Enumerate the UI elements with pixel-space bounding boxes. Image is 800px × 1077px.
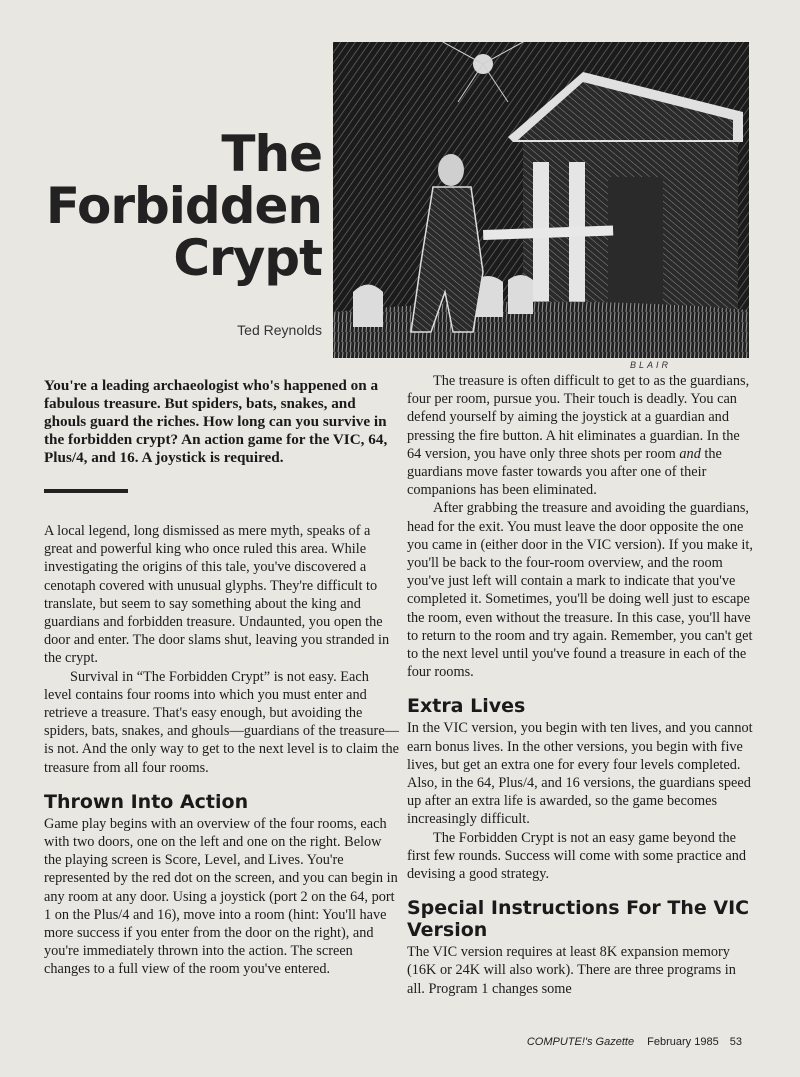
paragraph-text: The treasure is often difficult to get to as the guardians, four per room, pursue you. Their touch is deadly. You can defend yourself by aiming the joystick at a guardian and pressing the fire button. A hit eliminates a guardian. In the 64 version, you have only three shots per room bbox=[407, 373, 750, 462]
section-heading: Special Instructions For The VIC Version bbox=[407, 897, 750, 942]
paragraph: In the VIC version, you begin with ten lives, and you cannot earn bonus lives. In the other versions, you begin with five lives, but get an extra one for every four levels completed. Also, in the 64, Plus/4, and 16 versions, the guardians speed up after an extra life is awarded, so the game becomes increasingly difficult. bbox=[407, 720, 753, 828]
crypt-illustration bbox=[333, 42, 749, 358]
paragraph: Survival in “The Forbidden Crypt” is not easy. Each level contains four rooms into which you must enter and retrieve a treasure. That's easy enough, but avoiding the spiders, bats, snakes, and ghouls—guardians of the treasure—is not. And the only way to get to the next level is to claim the treasure from all four rooms. bbox=[44, 668, 399, 776]
paragraph bbox=[407, 372, 757, 499]
author-byline: Ted Reynolds bbox=[237, 322, 322, 338]
crypt-door bbox=[608, 177, 663, 312]
title-line-3: Crypt bbox=[173, 229, 322, 287]
section-heading: Thrown Into Action bbox=[44, 790, 249, 813]
emphasis-text: and bbox=[679, 445, 701, 462]
crypt-illustration-drawing bbox=[333, 42, 749, 358]
text-column-1 bbox=[44, 522, 399, 979]
page-number: 53 bbox=[729, 1036, 742, 1048]
article-title bbox=[45, 125, 322, 287]
crypt-column-right bbox=[569, 162, 585, 312]
paragraph-text: the guardians move faster towards you after one of their companions has been eliminated. bbox=[407, 445, 722, 499]
text-column-2 bbox=[407, 372, 757, 998]
article-intro: You're a leading archaeologist who's happened on a fabulous treasure. But spiders, bats, snakes, and ghouls guard the riches. How long can you survive in the forbidden crypt? An action game for the VIC, 64, Plus/4, and 16. A joystick is required. bbox=[44, 377, 388, 466]
paragraph: After grabbing the treasure and avoiding the guardians, head for the exit. You must leave the door opposite the one you came in (either door in the VIC version). If you make it, you'll be back to the four-room overview, and the room you've just left will contain a mark to indicate that you've completed it. Sometimes, you'll be doing well just to escape the room, even without the treasure. In this case, you'll have to return to the room and try again. Remember, you can't get to the next level until you've found a treasure in each of the four rooms. bbox=[407, 500, 753, 681]
paragraph: Game play begins with an overview of the four rooms, each with two doors, one on the left and one on the right. Below the playing screen is Score, Level, and Lives. You're represented by the red dot on the screen, and you can begin in any room at any door. Using a joystick (port 2 on the 64, port 1 on the Plus/4 and 16), move into a room (hint: You'll have more success if you enter from the door on the right), and you're immediately thrown into the action. The screen changes to a full view of the room you've entered. bbox=[44, 815, 398, 978]
illustrator-signature: BLAIR bbox=[630, 360, 672, 370]
paragraph: The Forbidden Crypt is not an easy game beyond the first few rounds. Success will come with some practice and devising a good strategy. bbox=[407, 829, 747, 883]
paragraph: The VIC version requires at least 8K expansion memory (16K or 24K will also work). There are three programs in all. Program 1 changes some bbox=[407, 944, 736, 997]
issue-date: February 1985 bbox=[647, 1036, 719, 1048]
paragraph: A local legend, long dismissed as mere myth, speaks of a great and powerful king who once ruled this area. While investigating the origins of this tale, you've discovered a cenotaph covered with unusual glyphs. They're difficult to translate, but seem to say something about the king and guardians and forbidden treasure. Undaunted, you open the door and enter. The door slams shut, leaving you stranded in the crypt. bbox=[44, 523, 390, 667]
ground bbox=[333, 301, 749, 358]
page-footer bbox=[527, 1036, 742, 1048]
section-heading: Extra Lives bbox=[407, 695, 526, 718]
title-line-1: The bbox=[221, 125, 322, 183]
title-line-2: Forbidden bbox=[45, 177, 322, 235]
magazine-name: COMPUTE!'s Gazette bbox=[526, 1036, 635, 1048]
intro-rule bbox=[44, 489, 128, 493]
